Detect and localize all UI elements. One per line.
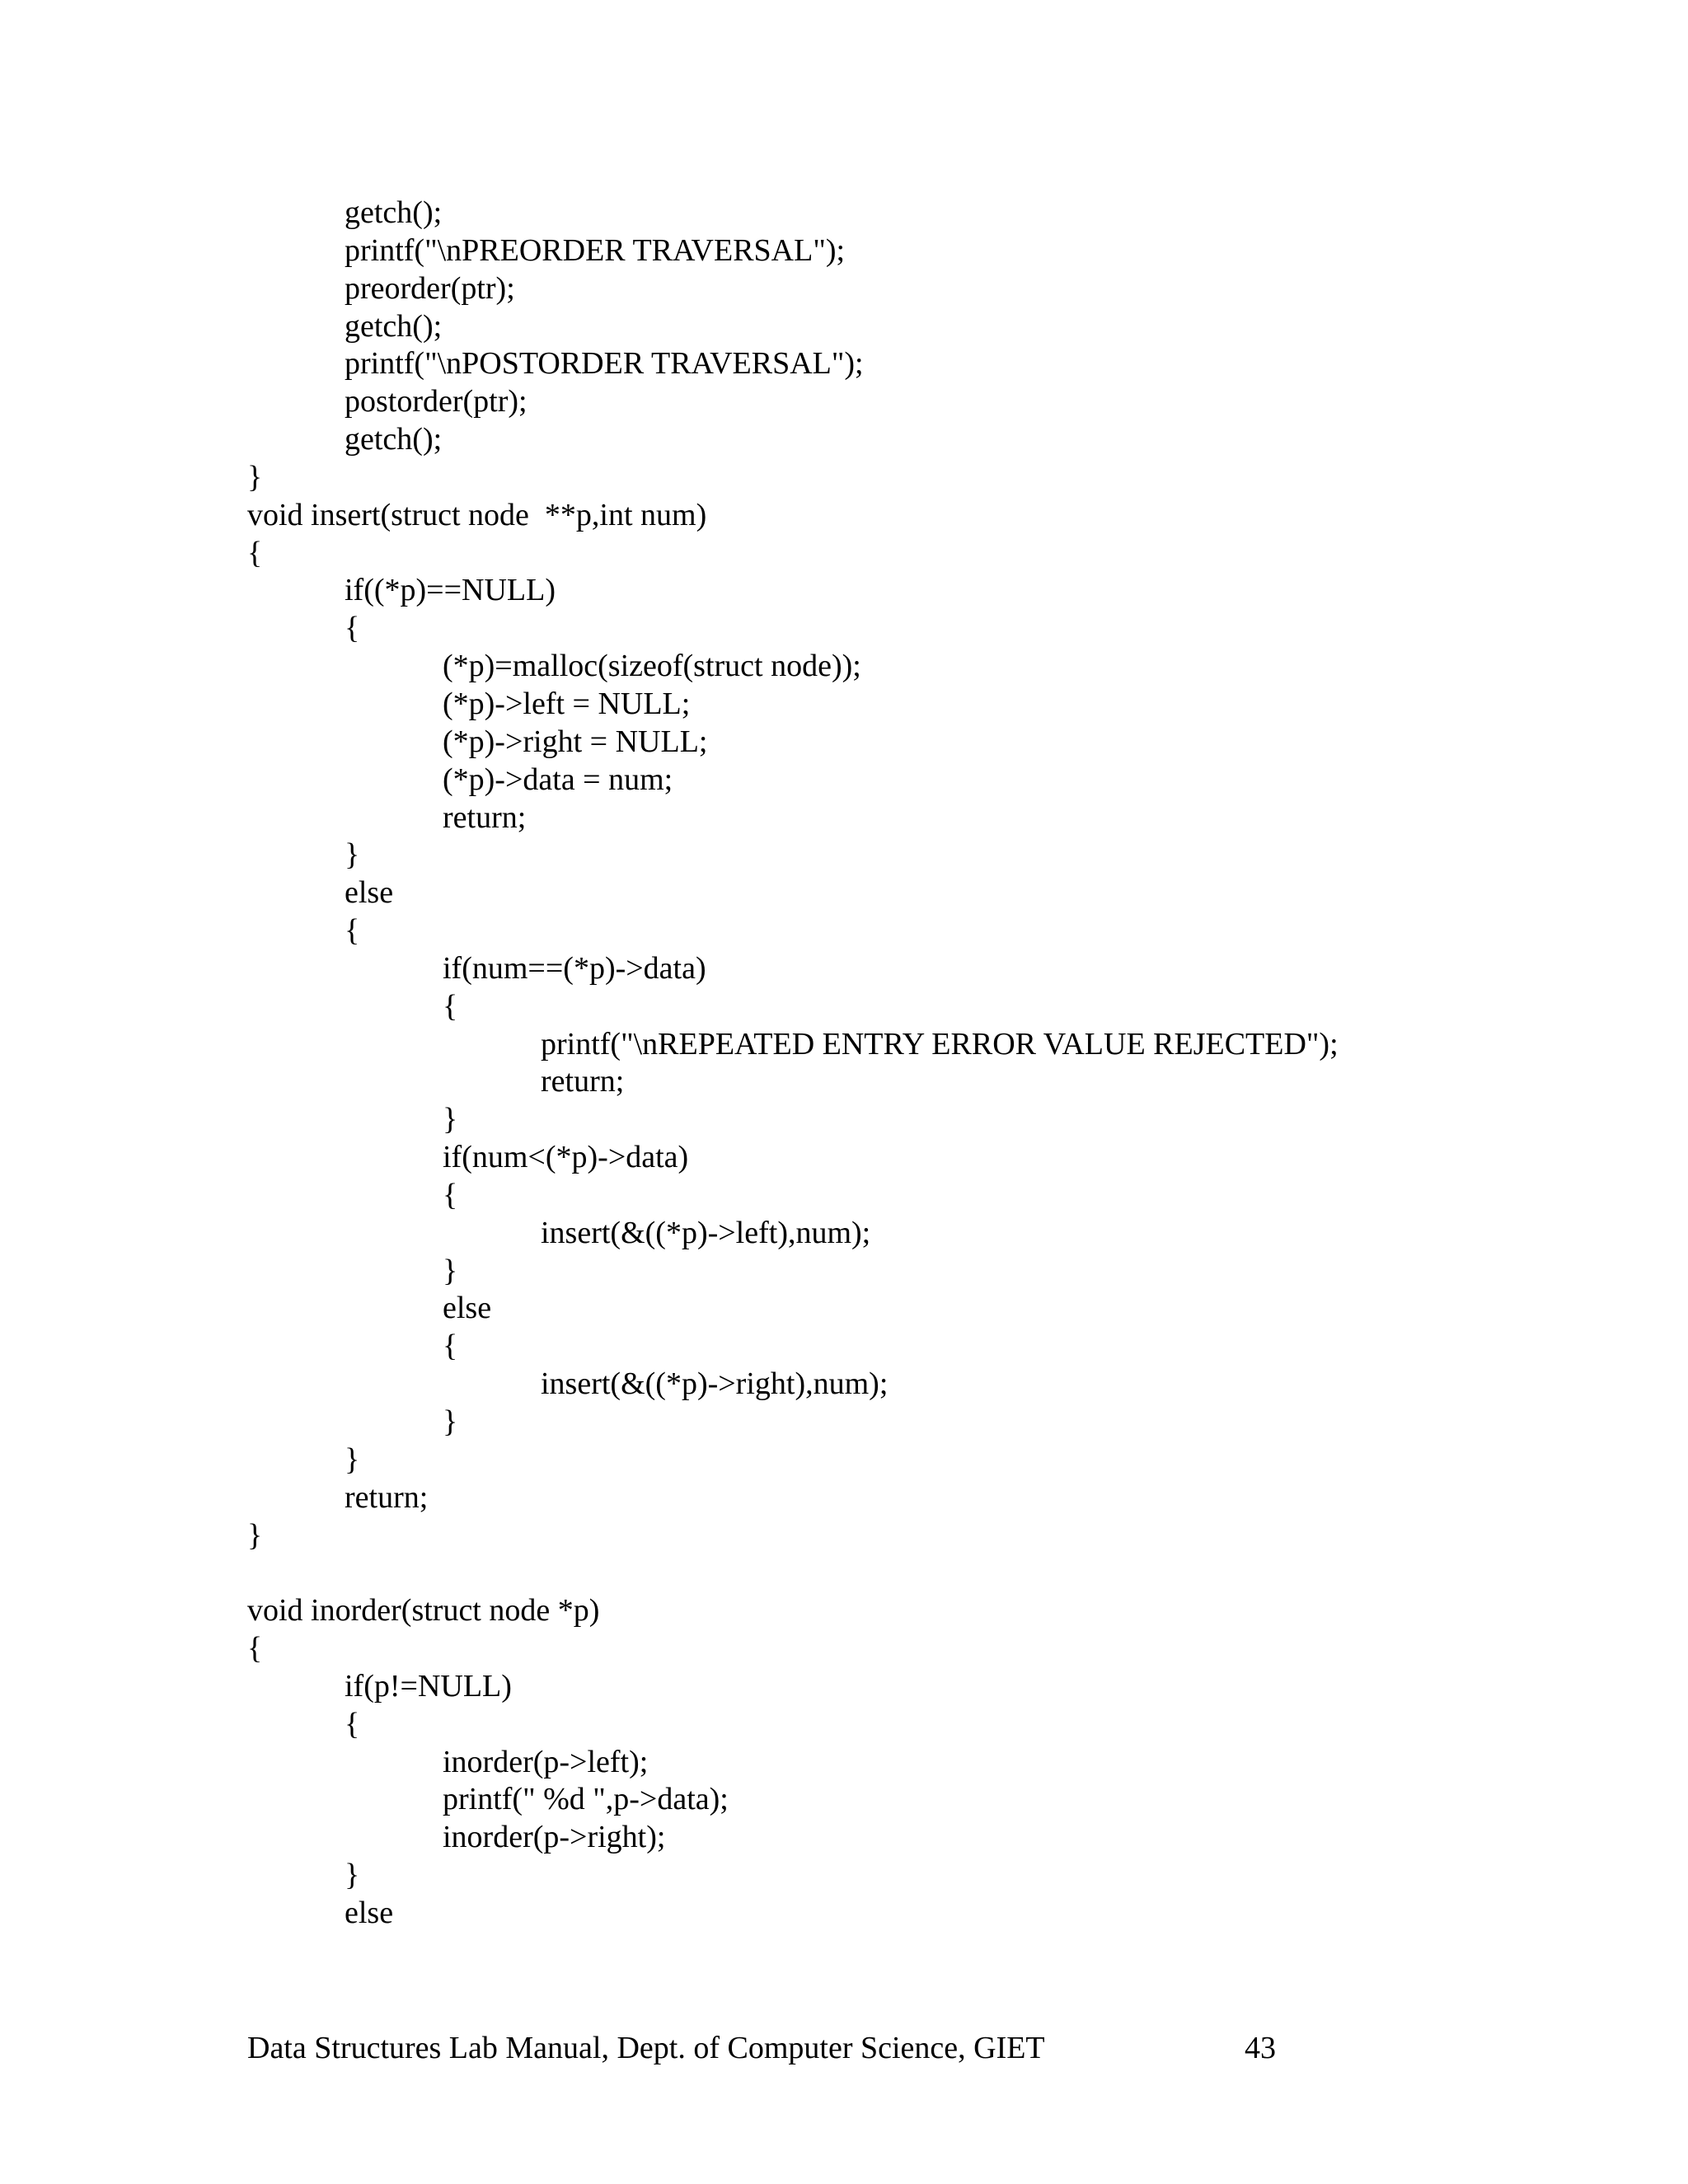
code-line: else bbox=[443, 1291, 492, 1326]
code-line: } bbox=[345, 1858, 360, 1893]
code-line: return; bbox=[541, 1064, 625, 1099]
code-line: } bbox=[443, 1102, 458, 1137]
code-line: else bbox=[345, 1895, 394, 1930]
code-line: } bbox=[345, 837, 360, 873]
code-line: (*p)->right = NULL; bbox=[443, 724, 708, 759]
code-line: if(p!=NULL) bbox=[345, 1668, 512, 1704]
code-line: if(num==(*p)->data) bbox=[443, 950, 706, 986]
page-number: 43 bbox=[1245, 2031, 1276, 2065]
code-line: } bbox=[247, 1517, 263, 1553]
code-line: printf("\nREPEATED ENTRY ERROR VALUE REJECTED"); bbox=[541, 1026, 1339, 1062]
code-line: (*p)=malloc(sizeof(struct node)); bbox=[443, 649, 861, 684]
code-line bbox=[247, 1554, 1648, 1592]
code-line: postorder(ptr); bbox=[345, 384, 528, 419]
code-line: insert(&((*p)->left),num); bbox=[541, 1215, 871, 1250]
code-line: { bbox=[443, 1177, 458, 1212]
code-line: insert(&((*p)->right),num); bbox=[541, 1366, 889, 1402]
code-line: return; bbox=[345, 1479, 429, 1515]
code-line: return; bbox=[443, 799, 527, 835]
code-line: { bbox=[443, 988, 458, 1024]
code-line: (*p)->left = NULL; bbox=[443, 686, 691, 721]
code-line: void insert(struct node **p,int num) bbox=[247, 497, 707, 532]
code-line: getch(); bbox=[345, 422, 443, 457]
code-line: } bbox=[345, 1441, 360, 1477]
code-line: inorder(p->left); bbox=[443, 1744, 649, 1779]
code-line: if(num<(*p)->data) bbox=[443, 1140, 689, 1175]
code-line: (*p)->data = num; bbox=[443, 762, 673, 797]
footer-text: Data Structures Lab Manual, Dept. of Computer Science, GIET bbox=[247, 2031, 1045, 2065]
code-line: getch(); bbox=[345, 308, 443, 344]
code-line: { bbox=[345, 1706, 360, 1741]
code-line: { bbox=[247, 1631, 263, 1666]
code-line: preorder(ptr); bbox=[345, 270, 515, 306]
code-line: { bbox=[247, 535, 263, 570]
code-line: } bbox=[247, 459, 263, 494]
code-line: getch(); bbox=[345, 195, 443, 230]
code-line: void inorder(struct node *p) bbox=[247, 1593, 600, 1629]
code-listing bbox=[247, 194, 1648, 1933]
code-line: printf(" %d ",p->data); bbox=[443, 1782, 729, 1817]
code-line: { bbox=[345, 913, 360, 949]
code-line: else bbox=[345, 875, 394, 911]
code-line: printf("\nPOSTORDER TRAVERSAL"); bbox=[345, 346, 864, 382]
code-line: printf("\nPREORDER TRAVERSAL"); bbox=[345, 232, 846, 268]
code-line: } bbox=[443, 1404, 458, 1439]
code-line: { bbox=[345, 611, 360, 646]
code-line: inorder(p->right); bbox=[443, 1820, 666, 1855]
code-line: } bbox=[443, 1253, 458, 1288]
code-line: if((*p)==NULL) bbox=[345, 573, 556, 608]
code-line: { bbox=[443, 1329, 458, 1364]
